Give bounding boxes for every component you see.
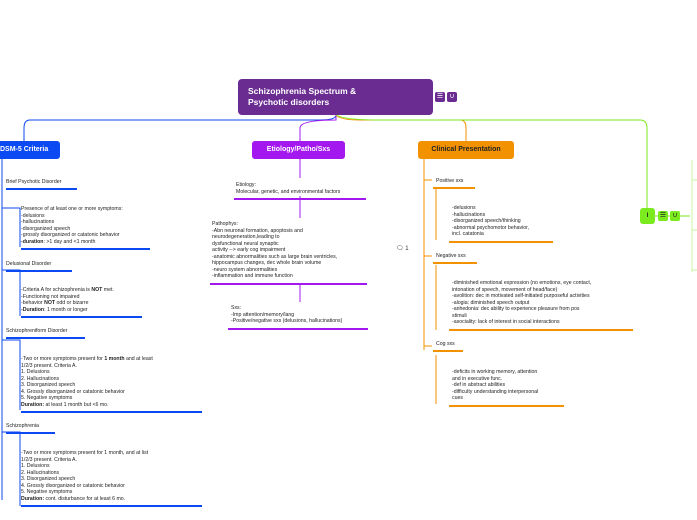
list-icon[interactable]: ☰ [436, 93, 444, 100]
link-clin-1 [424, 180, 436, 240]
clinical-item-detail[interactable]: -delusions -hallucinations -disorganized speech/thinking -abnormal psychomotor behavior, incl. catatonia [449, 205, 553, 243]
clinical-item-detail[interactable]: -diminished emotional expression (no emotions, eye contact, intonation of speech, movement of head/face) -avolition: dec in motivated self-initiated purposeful activities -alogia: diminished speech output -anhedonia: dec ability to experience pleasure from pos stimuli -asociality: lack of interest in social interactions [449, 280, 633, 331]
clinical-item-detail[interactable]: -deficits in working memory, attention and in executive func. -def in abstract abilities -difficulty understanding interpersonal cues [449, 369, 564, 407]
link-dsm-2 [2, 270, 20, 316]
etiology-item[interactable]: Etiology: Molecular, genetic, and environmental factors [234, 182, 366, 200]
link-dsm-3 [2, 340, 20, 410]
clinical-item-title[interactable]: Cog sxs [433, 341, 463, 352]
dsm-item-title[interactable]: Schizophrenia [6, 423, 55, 434]
comment-icon: 🗨 [396, 246, 404, 252]
link-icon[interactable]: ∪ [447, 92, 457, 102]
dsm-item-detail[interactable]: -Two or more symptoms present for 1 month, and at list 1/2/3 present. Criteria A. 1. Delusions 2. Hallucinations 3. Disorganized speech 4. Grossly disorganized or catatonic behavior 5. Negative symptoms Duration: cont. disturbance for at least 6 mo. [21, 450, 202, 507]
pathophys-item[interactable]: Pathophys: -Abn neuronal formation, apoptosis and neurodegeneration,leading to dysfunctional neural synaptic activity --> early cog impairment -anatomic abnormalities such as large brain ventricles, hippocampus changes, dec whole brain volume -neuro system abnormalities -inflammation and immune function [210, 221, 367, 285]
green-topic[interactable]: I [640, 208, 655, 224]
dsm-item-title[interactable]: Delusional Disorder [6, 261, 72, 272]
sxs-item[interactable]: Sxs: -Imp attention/memory/lang -Positive/negative sxs (delusions, hallucinations) [228, 305, 368, 330]
link-clin-2 [424, 256, 436, 330]
root-topic[interactable]: Schizophrenia Spectrum & Psychotic disorders [238, 79, 433, 115]
dsm-item-detail[interactable]: -Criteria A for schizophrenia is NOT met. -Functioning not impaired -behavior NOT odd or bizarre -Duration: 1 month or longer [21, 287, 142, 318]
dsm-item-title[interactable]: Brief Psychotic Disorder [6, 179, 77, 190]
list-icon[interactable]: ☰ [659, 212, 667, 219]
link-root-dsm [24, 115, 336, 141]
link-icon[interactable]: ∪ [670, 211, 680, 221]
clinical-item-title[interactable]: Negative sxs [433, 253, 477, 264]
link-green-ghost [692, 160, 697, 272]
branch-etiology[interactable]: Etiology/Patho/Sxs [252, 141, 345, 159]
branch-clinical[interactable]: Clinical Presentation [418, 141, 514, 159]
dsm-item-title[interactable]: Schizophreniform Disorder [6, 328, 85, 339]
clinical-item-title[interactable]: Positive sxs [433, 178, 475, 189]
comment-count: 1 [405, 246, 409, 252]
link-root-green [336, 115, 647, 208]
dsm-item-detail[interactable]: Presence of at least one or more symptoms: -delusions -hallucinations -disorganized speech -grossly disorganized or catatonic behavior -duration: >1 day and <1 month [21, 206, 150, 250]
root-icons [435, 92, 457, 102]
green-topic-icons [658, 211, 680, 221]
branch-dsm[interactable]: DSM-5 Criteria [0, 141, 60, 159]
dsm-item-detail[interactable]: -Two or more symptoms present for 1 month and at least 1/2/3 present. Criteria A. 1. Delusions 2. Hallucinations 3. Disorganized speech 4. Grossly disorganized or catatonic behavior 5. Negative symptoms Duration: at least 1 month but <6 mo. [21, 356, 202, 413]
link-clin-3 [424, 346, 436, 404]
comment-indicator[interactable] [396, 245, 409, 252]
link-dsm-4 [2, 432, 20, 506]
link-dsm-1 [2, 188, 20, 247]
